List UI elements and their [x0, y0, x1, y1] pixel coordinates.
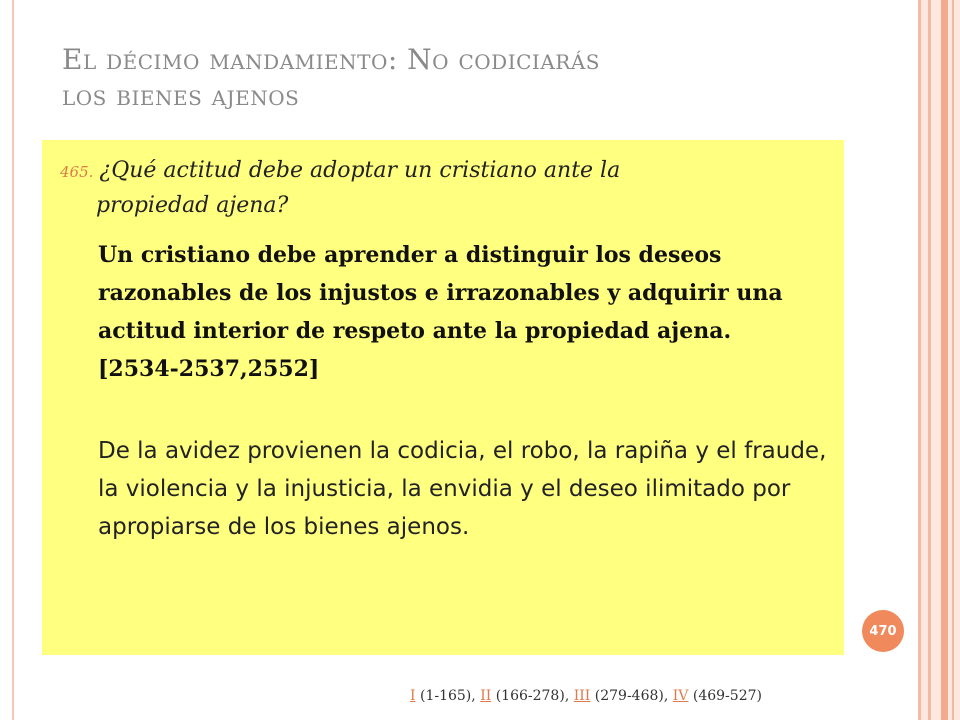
slide-title	[62, 42, 822, 114]
question	[60, 154, 820, 223]
question-number: 465.	[60, 163, 94, 181]
footer-link-part-4[interactable]: IV	[672, 688, 689, 704]
footer-range-part-4: (469-527)	[692, 688, 762, 704]
footer-range-part-1: (1-165)	[419, 688, 472, 704]
footer-link-part-2[interactable]: II	[480, 688, 492, 704]
answer-text: Un cristiano debe aprender a distinguir los deseos razonables de los injustos e irrazonables y adquirir una actitud interior de respeto ante la propiedad ajena. [2534-2537,2552]	[98, 242, 783, 382]
page-number-badge: 470	[862, 610, 904, 652]
footer-link-part-1[interactable]: I	[410, 688, 416, 704]
title-line-1: El décimo mandamiento: No codiciarás	[62, 43, 600, 76]
question-text-line-2: propiedad ajena?	[96, 193, 289, 218]
footer-navigation: I (1-165), II (166-278), III (279-468), IV (469-527)	[410, 688, 762, 704]
content-box	[42, 140, 844, 655]
footer-range-part-2: (166-278)	[495, 688, 565, 704]
footer-range-part-3: (279-468)	[594, 688, 664, 704]
explanation-paragraph: De la avidez provienen la codicia, el robo, la rapiña y el fraude, la violencia y la injusticia, la envidia y el deseo ilimitado por apropiarse de los bienes ajenos.	[98, 438, 827, 540]
footer-link-part-3[interactable]: III	[573, 688, 591, 704]
right-stripe-decoration	[918, 0, 960, 720]
left-rule-decoration	[12, 0, 14, 720]
title-line-2: los bienes ajenos	[62, 79, 300, 112]
question-text-line-1: ¿Qué actitud debe adoptar un cristiano ante la	[99, 158, 621, 183]
